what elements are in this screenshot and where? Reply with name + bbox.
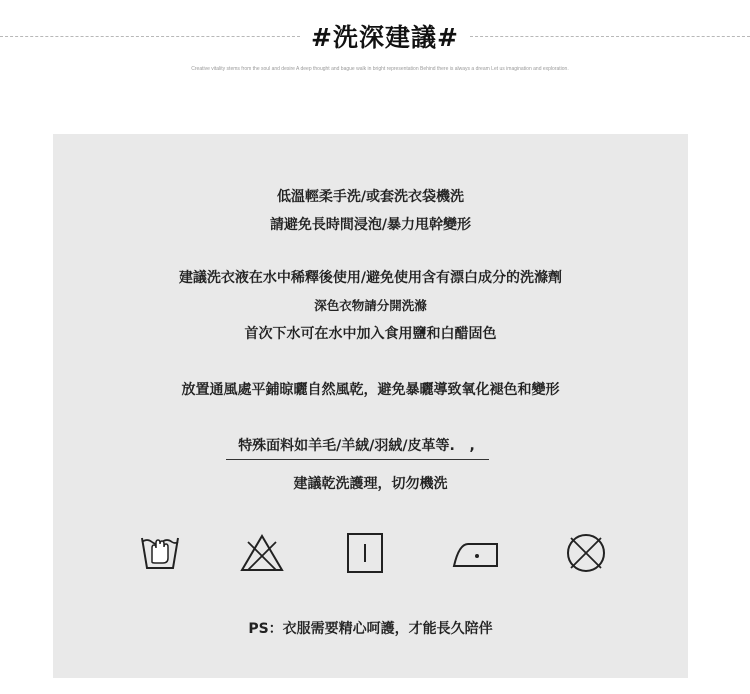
care-line-7 [40, 435, 675, 460]
care-line-8: 建議乾洗護理，切勿機洗 [293, 476, 448, 492]
no-bleach-icon [237, 528, 287, 578]
hand-wash-icon [135, 528, 185, 578]
special-fabric-note: 特殊面料如羊毛/羊絨/羽絨/皮革等. , [226, 435, 489, 460]
iron-low-icon [450, 528, 500, 578]
ps-note: PS：衣服需要精心呵護，才能長久陪伴 [248, 621, 493, 637]
tumble-dry-icon [340, 528, 390, 578]
header-divider-right [470, 36, 750, 37]
care-icons-row [53, 528, 688, 578]
care-line-4: 深色衣物請分開洗滌 [314, 298, 427, 313]
care-panel [53, 134, 688, 678]
page-subtitle: Creative vitality stems from the soul and desire A deep thought and bague walk in bright representation Behind there is always a dream Let us imagination and exploration. [191, 66, 569, 72]
care-line-6: 放置通風處平鋪晾曬自然風乾，避免暴曬導致氧化褪色和變形 [181, 382, 560, 398]
header-divider-left [0, 36, 300, 37]
no-dry-clean-icon [561, 528, 611, 578]
care-line-5: 首次下水可在水中加入食用鹽和白醋固色 [244, 326, 497, 342]
care-line-2: 請避免長時間浸泡/暴力甩幹變形 [269, 217, 472, 233]
care-line-3: 建議洗衣液在水中稀釋後使用/避免使用含有漂白成分的洗滌劑 [178, 270, 563, 286]
care-line-1: 低溫輕柔手洗/或套洗衣袋機洗 [276, 189, 465, 205]
page-title: #洗深建議# [311, 23, 459, 52]
